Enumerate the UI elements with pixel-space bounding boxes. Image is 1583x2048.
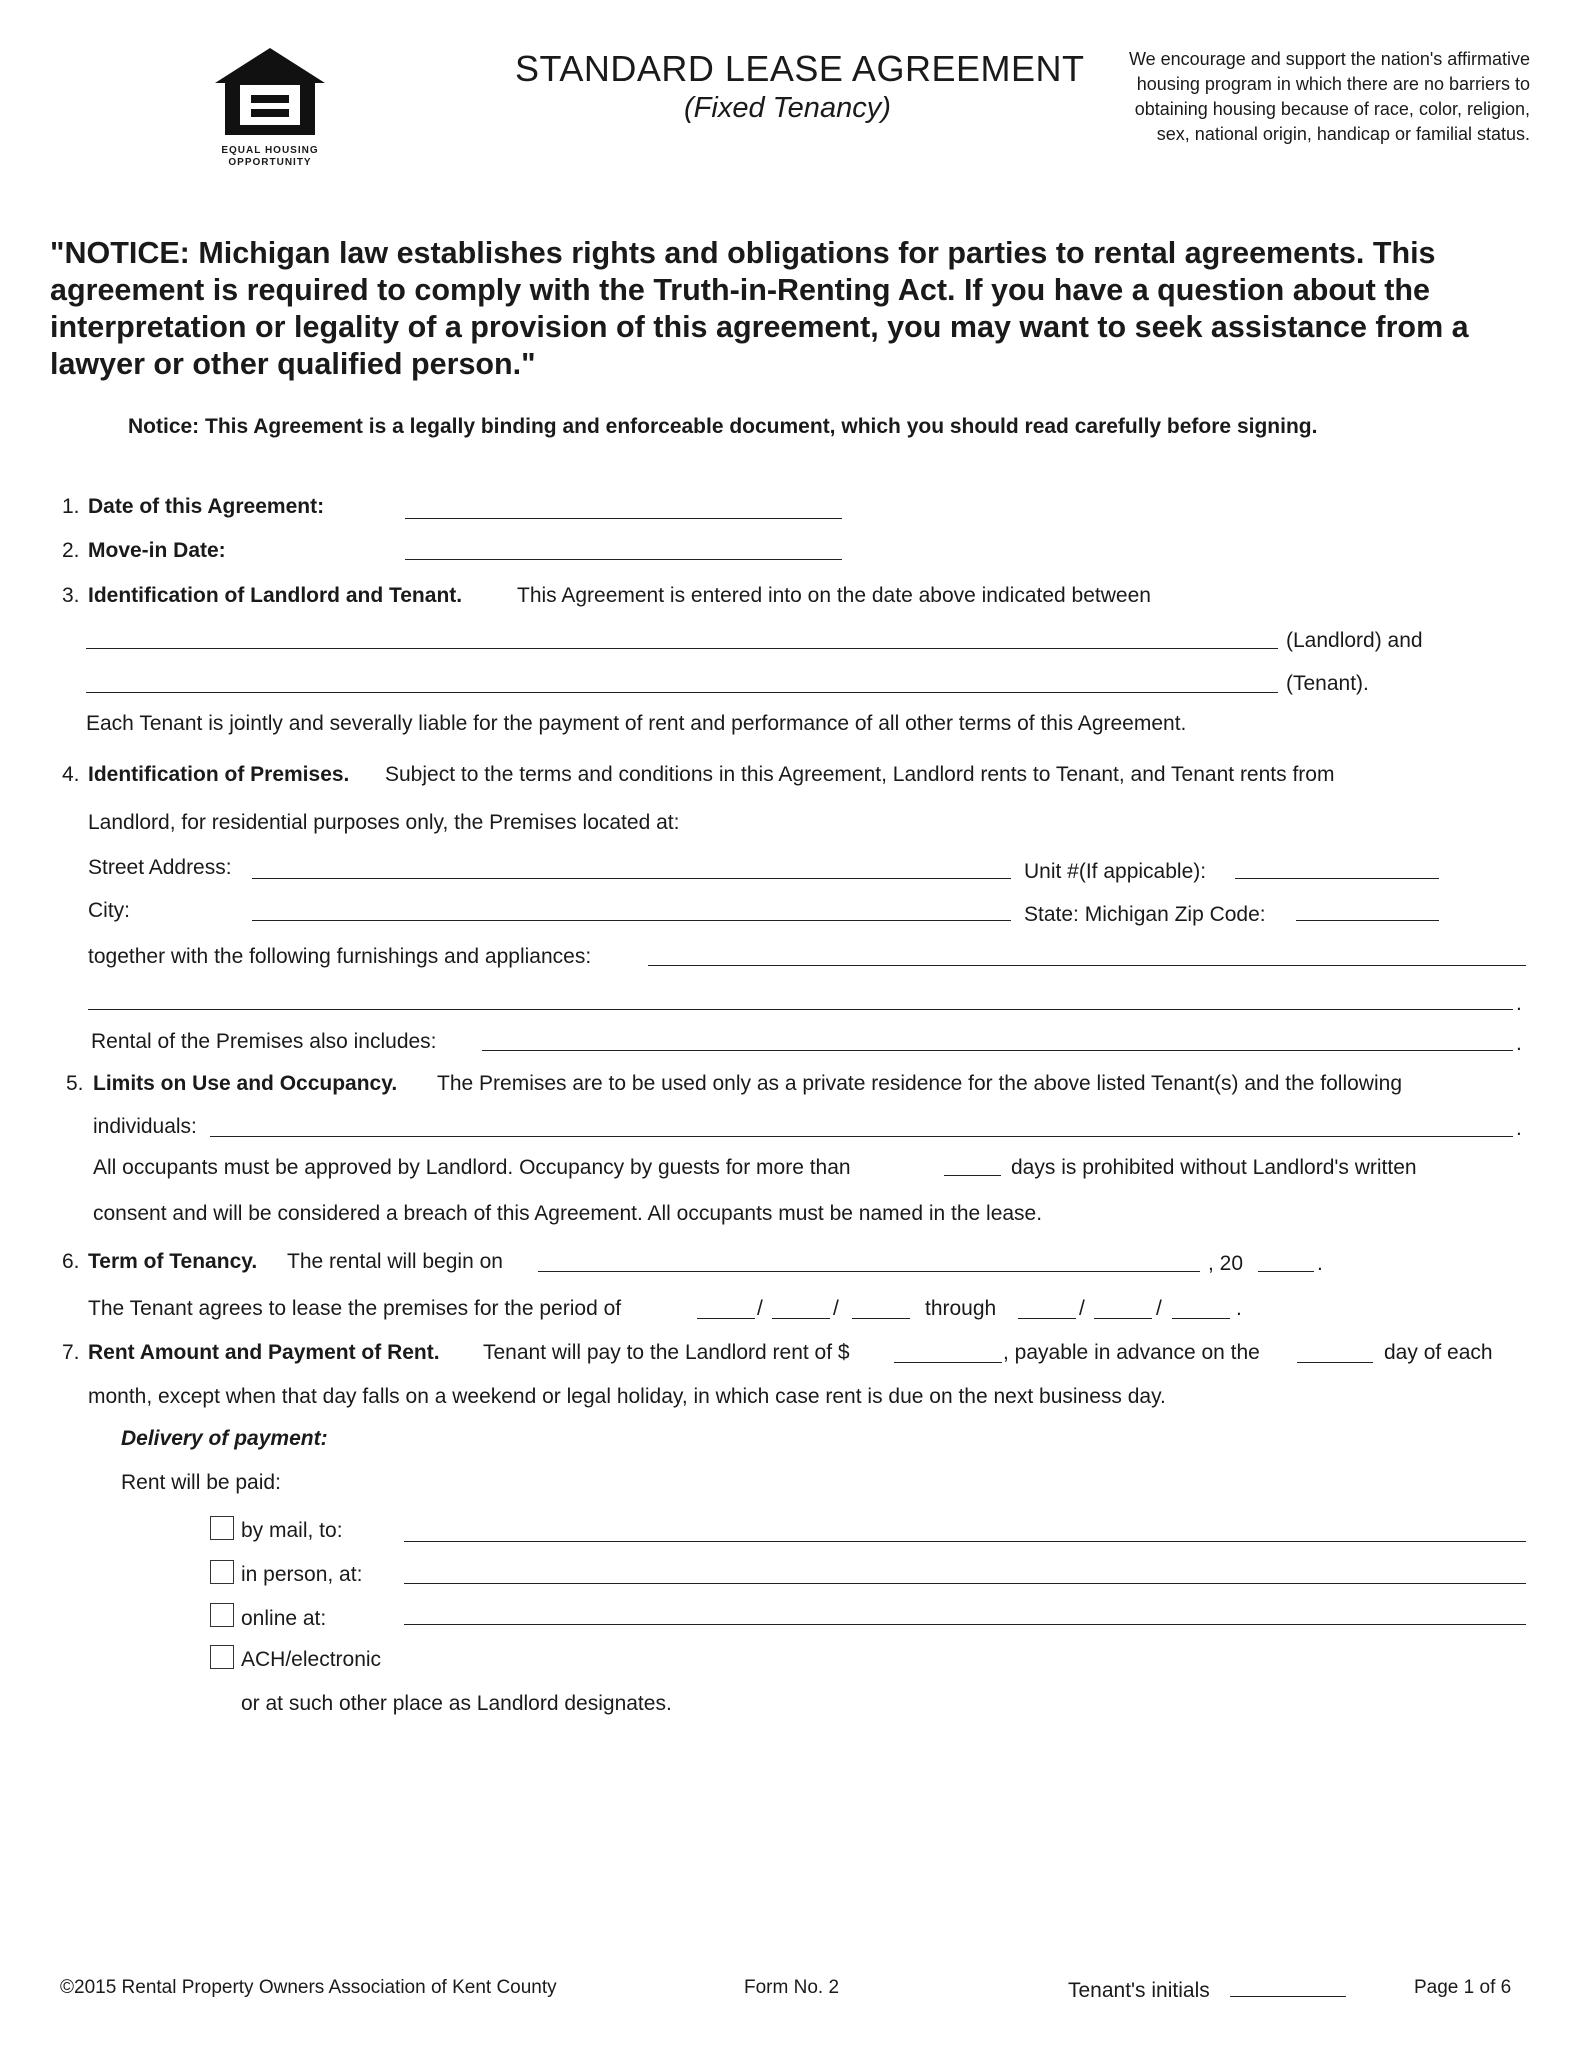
logo-caption: EQUAL HOUSING OPPORTUNITY [221, 145, 319, 168]
document-subtitle: (Fixed Tenancy) [684, 92, 891, 124]
by-mail-address-field[interactable] [404, 1541, 1526, 1542]
individuals-field[interactable] [210, 1136, 1513, 1137]
section-1-number: 1. [62, 495, 80, 518]
binding-notice: Notice: This Agreement is a legally binding and enforceable document, which you should read carefully before signing. [128, 415, 1318, 438]
in-person-label: in person, at: [241, 1563, 363, 1586]
section-3-heading: Identification of Landlord and Tenant. [88, 584, 463, 607]
section-7-number: 7. [62, 1341, 80, 1364]
equal-housing-statement: We encourage and support the nation's affirmative housing program in which there are no barriers to obtaining housing because of race, color, religion, sex, national origin, handicap or familial status. [1128, 49, 1530, 144]
section-7-heading: Rent Amount and Payment of Rent. [88, 1341, 440, 1364]
street-address-field[interactable] [252, 878, 1011, 879]
online-checkbox[interactable] [210, 1603, 234, 1627]
by-mail-label: by mail, to: [241, 1519, 343, 1542]
guest-days-text: days is prohibited without Landlord's written [1011, 1156, 1417, 1179]
rent-paid-label: Rent will be paid: [121, 1471, 281, 1494]
section-4-number: 4. [62, 763, 80, 786]
move-in-date-field[interactable] [405, 559, 842, 560]
furnishings-period: . [1516, 992, 1522, 1015]
end-slash-1: / [1079, 1297, 1085, 1320]
start-slash-1: / [757, 1297, 763, 1320]
tenant-suffix: (Tenant). [1286, 672, 1369, 695]
online-label: online at: [241, 1607, 327, 1630]
section-5-text: The Premises are to be used only as a private residence for the above listed Tenant(s) and the following [437, 1072, 1402, 1095]
in-person-checkbox[interactable] [210, 1560, 234, 1584]
ach-electronic-checkbox[interactable] [210, 1645, 234, 1669]
tenant-name-field[interactable] [86, 692, 1278, 693]
footer-form-number: Form No. 2 [744, 1977, 840, 1998]
furnishings-field[interactable] [648, 965, 1526, 966]
document-title: STANDARD LEASE AGREEMENT [515, 48, 1085, 89]
rent-due-day-field[interactable] [1297, 1362, 1373, 1363]
rental-includes-period: . [1516, 1032, 1522, 1055]
landlord-name-field[interactable] [86, 648, 1278, 649]
rent-due-text: month, except when that day falls on a weekend or legal holiday, in which case rent is due on the next business day. [88, 1385, 1166, 1408]
unit-label: Unit #(If appicable): [1024, 860, 1207, 883]
landlord-suffix: (Landlord) and [1286, 629, 1423, 652]
end-year-field[interactable] [1172, 1318, 1230, 1319]
rent-amount-text: Tenant will pay to the Landlord rent of $ [483, 1341, 850, 1364]
by-mail-checkbox[interactable] [210, 1516, 234, 1540]
move-in-date-label: Move-in Date: [88, 539, 226, 562]
online-address-field[interactable] [404, 1624, 1526, 1625]
footer-copyright: ©2015 Rental Property Owners Association of Kent County [60, 1977, 557, 1998]
individuals-period: . [1516, 1117, 1522, 1140]
end-day-field[interactable] [1094, 1318, 1152, 1319]
lease-period-text: The Tenant agrees to lease the premises for the period of [88, 1297, 622, 1320]
section-5-heading: Limits on Use and Occupancy. [93, 1072, 398, 1095]
section-4-text: Subject to the terms and conditions in this Agreement, Landlord rents to Tenant, and Tenant rents from [385, 763, 1335, 786]
start-day-field[interactable] [772, 1318, 830, 1319]
joint-liability-text: Each Tenant is jointly and severally liable for the payment of rent and performance of all other terms of this Agreement. [86, 712, 1187, 735]
section-5-number: 5. [66, 1072, 84, 1095]
consent-text: consent and will be considered a breach of this Agreement. All occupants must be named in the lease. [93, 1202, 1043, 1225]
furnishings-label: together with the following furnishings and appliances: [88, 945, 592, 968]
equal-housing-house-icon [210, 45, 330, 140]
start-slash-2: / [833, 1297, 839, 1320]
rental-includes-label: Rental of the Premises also includes: [91, 1030, 437, 1053]
city-field[interactable] [252, 920, 1011, 921]
state-zip-label: State: Michigan Zip Code: [1024, 903, 1266, 926]
individuals-label: individuals: [93, 1115, 197, 1138]
footer-page-number: Page 1 of 6 [1414, 1977, 1512, 1998]
section-4-text-2: Landlord, for residential purposes only, the Premises located at: [88, 811, 680, 834]
end-period: . [1236, 1297, 1242, 1320]
section-4-heading: Identification of Premises. [88, 763, 350, 786]
occupant-approval-text: All occupants must be approved by Landlord. Occupancy by guests for more than [93, 1156, 851, 1179]
unit-field[interactable] [1235, 878, 1439, 879]
end-slash-2: / [1156, 1297, 1162, 1320]
day-of-each-text: day of each [1384, 1341, 1493, 1364]
section-2-number: 2. [62, 539, 80, 562]
rental-includes-field[interactable] [482, 1050, 1513, 1051]
furnishings-field-2[interactable] [88, 1009, 1513, 1010]
payable-text: , payable in advance on the [1003, 1341, 1260, 1364]
delivery-heading: Delivery of payment: [121, 1427, 328, 1450]
michigan-notice: "NOTICE: Michigan law establishes rights and obligations for parties to rental agreements. This agreement is required to comply with the Truth-in-Renting Act. If you have a question about the interpretation or legality of a provision of this agreement, you may want to seek assistance from a lawyer or other qualified person." [50, 236, 1469, 381]
agreement-date-label: Date of this Agreement: [88, 495, 325, 518]
end-month-field[interactable] [1018, 1318, 1076, 1319]
section-3-text: This Agreement is entered into on the date above indicated between [517, 584, 1151, 607]
in-person-address-field[interactable] [404, 1583, 1526, 1584]
tenant-initials-label: Tenant's initials [1068, 1979, 1210, 2002]
tenancy-start-field[interactable] [538, 1271, 1200, 1272]
equal-housing-logo [210, 45, 330, 168]
street-address-label: Street Address: [88, 856, 232, 879]
rent-amount-field[interactable] [894, 1362, 1002, 1363]
start-month-field[interactable] [697, 1318, 755, 1319]
year-period: . [1317, 1252, 1323, 1275]
guest-days-field[interactable] [944, 1175, 1001, 1176]
city-label: City: [88, 899, 130, 922]
section-6-heading: Term of Tenancy. [88, 1250, 258, 1273]
through-text: through [925, 1297, 997, 1320]
tenant-initials-field[interactable] [1230, 1996, 1346, 1997]
zip-code-field[interactable] [1296, 920, 1439, 921]
agreement-date-field[interactable] [405, 518, 842, 519]
tenancy-start-year-field[interactable] [1258, 1271, 1314, 1272]
ach-electronic-label: ACH/electronic [241, 1648, 382, 1671]
section-6-number: 6. [62, 1250, 80, 1273]
year-prefix: , 20 [1208, 1252, 1244, 1275]
start-year-field[interactable] [852, 1318, 910, 1319]
section-3-number: 3. [62, 584, 80, 607]
section-6-text: The rental will begin on [287, 1250, 503, 1273]
other-place-text: or at such other place as Landlord designates. [241, 1692, 672, 1715]
